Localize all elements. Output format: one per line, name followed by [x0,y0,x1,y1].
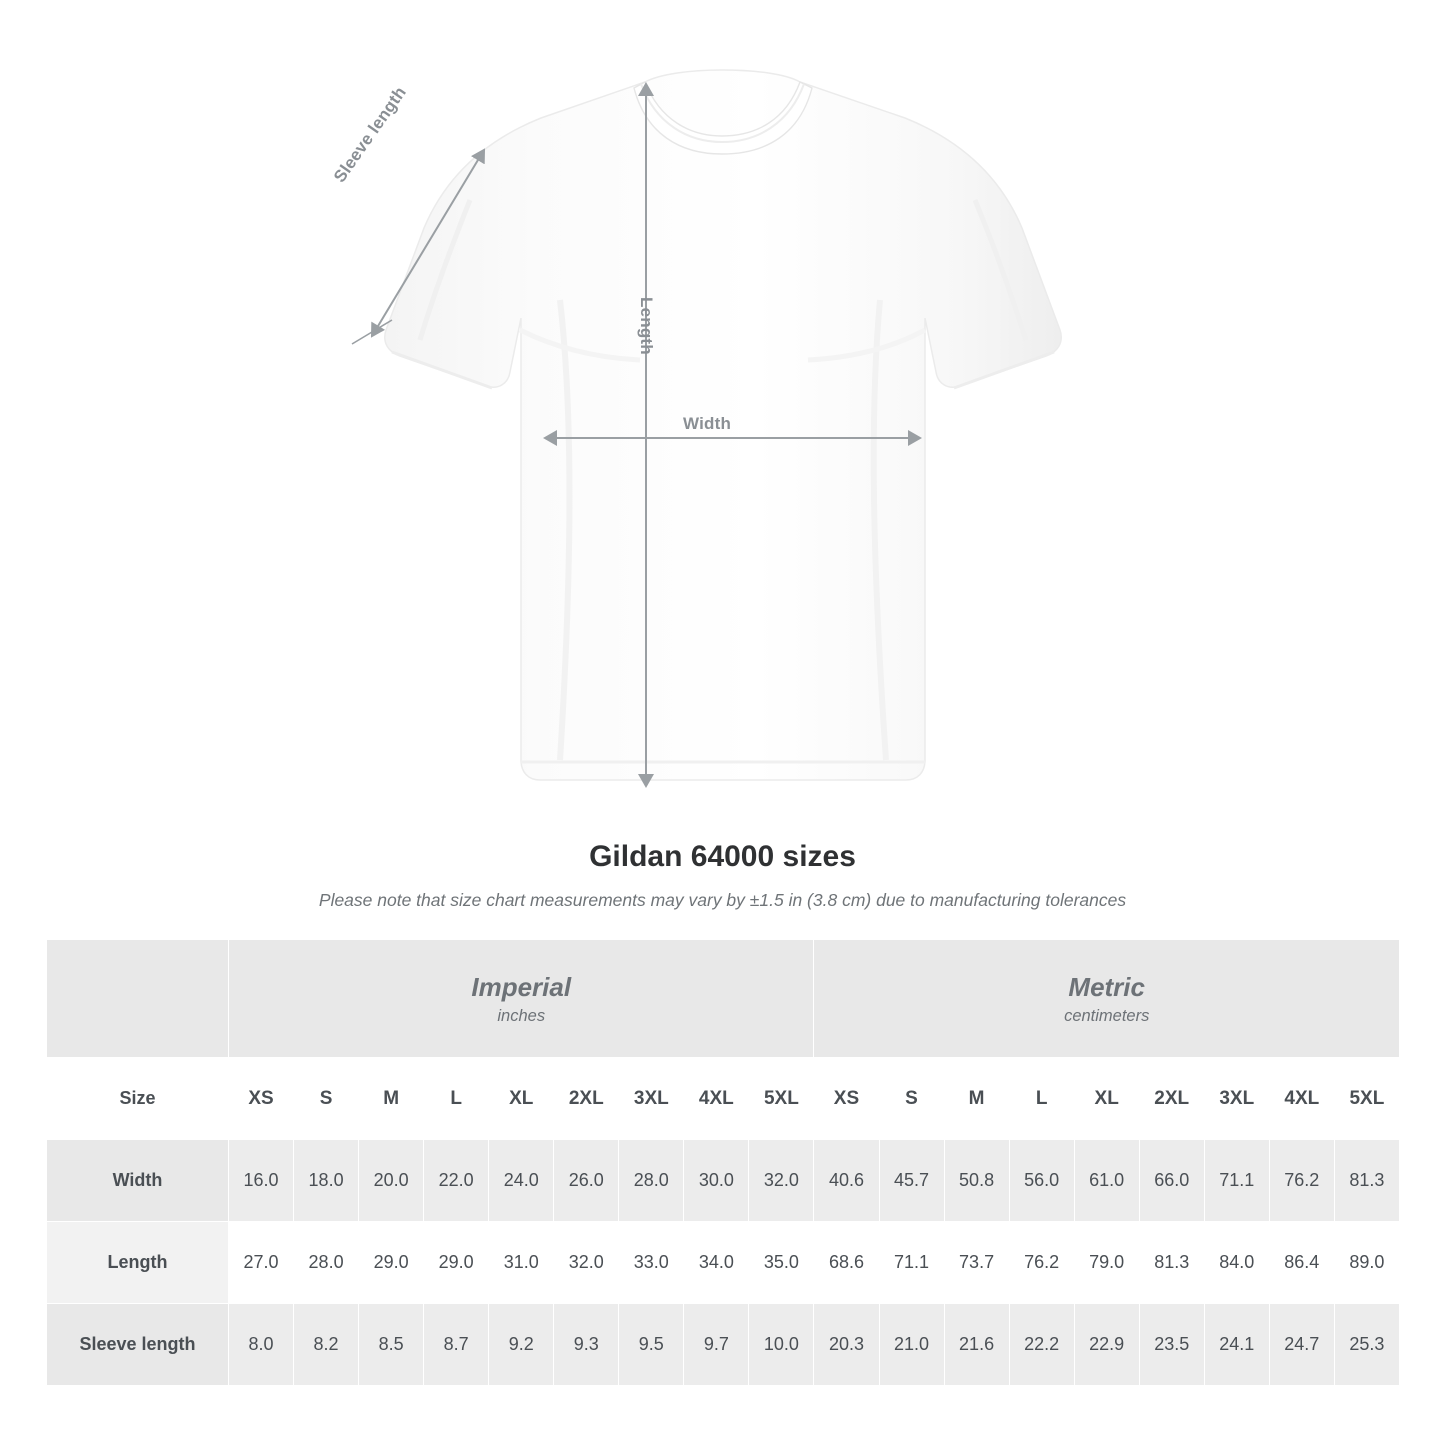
cell-length-1: 28.0 [294,1222,359,1304]
cell-width-15: 71.1 [1204,1140,1269,1222]
unit-header-spacer [47,940,229,1058]
row-label-length: Length [47,1222,229,1304]
cell-length-4: 31.0 [489,1222,554,1304]
cell-width-4: 24.0 [489,1140,554,1222]
cell-width-0: 16.0 [229,1140,294,1222]
col-header-2: M [359,1058,424,1140]
cell-length-12: 76.2 [1009,1222,1074,1304]
cell-length-10: 71.1 [879,1222,944,1304]
cell-sleeve-17: 25.3 [1334,1304,1399,1386]
unit-sub-imperial: inches [497,1007,546,1026]
row-header-size: Size [47,1058,229,1140]
cell-width-7: 30.0 [684,1140,749,1222]
col-header-17: 5XL [1334,1058,1399,1140]
col-header-7: 4XL [684,1058,749,1140]
cell-width-9: 40.6 [814,1140,879,1222]
cell-sleeve-15: 24.1 [1204,1304,1269,1386]
row-label-width: Width [47,1140,229,1222]
cell-width-10: 45.7 [879,1140,944,1222]
col-header-13: XL [1074,1058,1139,1140]
cell-length-14: 81.3 [1139,1222,1204,1304]
cell-length-0: 27.0 [229,1222,294,1304]
size-header-row [47,1058,1400,1140]
cell-sleeve-14: 23.5 [1139,1304,1204,1386]
col-header-1: S [294,1058,359,1140]
cell-sleeve-1: 8.2 [294,1304,359,1386]
cell-width-13: 61.0 [1074,1140,1139,1222]
col-header-11: M [944,1058,1009,1140]
cell-width-1: 18.0 [294,1140,359,1222]
cell-sleeve-6: 9.5 [619,1304,684,1386]
cell-sleeve-5: 9.3 [554,1304,619,1386]
col-header-10: S [879,1058,944,1140]
table-row [47,1140,1400,1222]
cell-length-5: 32.0 [554,1222,619,1304]
col-header-15: 3XL [1204,1058,1269,1140]
col-header-9: XS [814,1058,879,1140]
cell-sleeve-11: 21.6 [944,1304,1009,1386]
col-header-3: L [424,1058,489,1140]
col-header-12: L [1009,1058,1074,1140]
cell-sleeve-7: 9.7 [684,1304,749,1386]
cell-width-2: 20.0 [359,1140,424,1222]
col-header-16: 4XL [1269,1058,1334,1140]
cell-width-3: 22.0 [424,1140,489,1222]
cell-sleeve-2: 8.5 [359,1304,424,1386]
cell-length-2: 29.0 [359,1222,424,1304]
cell-width-11: 50.8 [944,1140,1009,1222]
cell-length-3: 29.0 [424,1222,489,1304]
unit-sub-metric: centimeters [1064,1007,1150,1026]
cell-length-15: 84.0 [1204,1222,1269,1304]
col-header-6: 3XL [619,1058,684,1140]
col-header-4: XL [489,1058,554,1140]
size-table-wrapper [46,939,1399,1386]
tolerance-note: Please note that size chart measurements may vary by ±1.5 in (3.8 cm) due to manufacturing tolerances [318,890,1127,910]
unit-name-metric: Metric [1068,971,1145,1002]
cell-sleeve-3: 8.7 [424,1304,489,1386]
sleeve-length-label: Sleeve length [330,83,410,186]
unit-header-row [47,940,1400,1058]
cell-sleeve-16: 24.7 [1269,1304,1334,1386]
unit-name-imperial: Imperial [471,971,572,1002]
cell-length-13: 79.0 [1074,1222,1139,1304]
cell-length-8: 35.0 [749,1222,814,1304]
cell-sleeve-13: 22.9 [1074,1304,1139,1386]
col-header-0: XS [229,1058,294,1140]
width-label: Width [683,414,732,433]
cell-width-17: 81.3 [1334,1140,1399,1222]
cell-length-6: 33.0 [619,1222,684,1304]
cell-length-16: 86.4 [1269,1222,1334,1304]
table-row [47,1222,1400,1304]
cell-sleeve-10: 21.0 [879,1304,944,1386]
cell-width-16: 76.2 [1269,1140,1334,1222]
cell-width-14: 66.0 [1139,1140,1204,1222]
cell-sleeve-0: 8.0 [229,1304,294,1386]
cell-width-6: 28.0 [619,1140,684,1222]
cell-sleeve-12: 22.2 [1009,1304,1074,1386]
cell-sleeve-9: 20.3 [814,1304,879,1386]
chart-title-block [0,840,1445,911]
cell-length-7: 34.0 [684,1222,749,1304]
cell-length-9: 68.6 [814,1222,879,1304]
size-chart-table [46,939,1400,1386]
cell-sleeve-8: 10.0 [749,1304,814,1386]
cell-width-5: 26.0 [554,1140,619,1222]
unit-header-metric [814,940,1400,1058]
length-label: Length [637,297,656,355]
cell-length-11: 73.7 [944,1222,1009,1304]
table-row [47,1304,1400,1386]
unit-header-imperial [229,940,814,1058]
col-header-14: 2XL [1139,1058,1204,1140]
cell-width-12: 56.0 [1009,1140,1074,1222]
row-label-sleeve-length: Sleeve length [47,1304,229,1386]
cell-sleeve-4: 9.2 [489,1304,554,1386]
cell-width-8: 32.0 [749,1140,814,1222]
page-title: Gildan 64000 sizes [589,840,856,873]
col-header-5: 2XL [554,1058,619,1140]
cell-length-17: 89.0 [1334,1222,1399,1304]
col-header-8: 5XL [749,1058,814,1140]
